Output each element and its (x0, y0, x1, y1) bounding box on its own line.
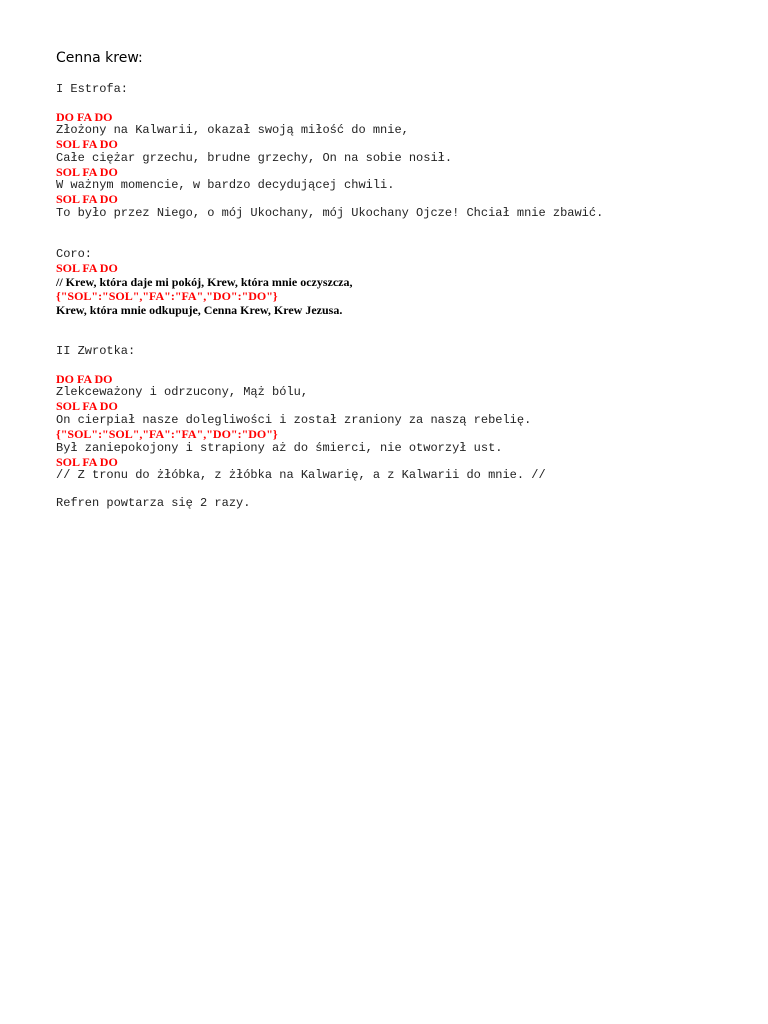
chord-line: SOL FA DO (56, 137, 118, 151)
lyric-line: Złożony na Kalwarii, okazał swoją miłość do mnie, (56, 123, 409, 137)
chord-line: DO FA DO (56, 110, 113, 124)
lyric-line: On cierpiał nasze dolegliwości i został zraniony za naszą rebelię. (56, 413, 532, 427)
chord-line: DO FA DO (56, 372, 113, 386)
chord-line: SOL FA DO (56, 192, 118, 206)
lyric-line: Zlekceważony i odrzucony, Mąż bólu, (56, 385, 309, 399)
repeat-note: Refren powtarza się 2 razy. (56, 496, 251, 510)
verse1-heading: I Estrofa: (56, 82, 129, 96)
lyric-line: Był zaniepokojony i strapiony aż do śmierci, nie otworzył ust. (56, 441, 503, 455)
chord-line: {"SOL":"SOL","FA":"FA","DO":"DO"} (56, 427, 278, 441)
lyric-line: W ważnym momencie, w bardzo decydującej chwili. (56, 178, 395, 192)
chord-line: {"SOL":"SOL","FA":"FA","DO":"DO"} (56, 289, 278, 303)
chorus-heading: Coro: (56, 247, 93, 261)
chord-line: SOL FA DO (56, 261, 118, 275)
chorus-lyric-line: Krew, która mnie odkupuje, Cenna Krew, Krew Jezusa. (56, 303, 343, 317)
lyric-line: Całe ciężar grzechu, brudne grzechy, On na sobie nosił. (56, 151, 453, 165)
song-title: Cenna krew: (56, 50, 143, 66)
chord-line: SOL FA DO (56, 165, 118, 179)
lyric-line: To było przez Niego, o mój Ukochany, mój Ukochany Ojcze! Chciał mnie zbawić. (56, 206, 604, 220)
chorus-lyric-line: // Krew, która daje mi pokój, Krew, która mnie oczyszcza, (56, 275, 353, 289)
lyric-line: // Z tronu do żłóbka, z żłóbka na Kalwarię, a z Kalwarii do mnie. // (56, 468, 546, 482)
verse2-heading: II Zwrotka: (56, 344, 136, 358)
chord-line: SOL FA DO (56, 399, 118, 413)
chord-line: SOL FA DO (56, 455, 118, 469)
